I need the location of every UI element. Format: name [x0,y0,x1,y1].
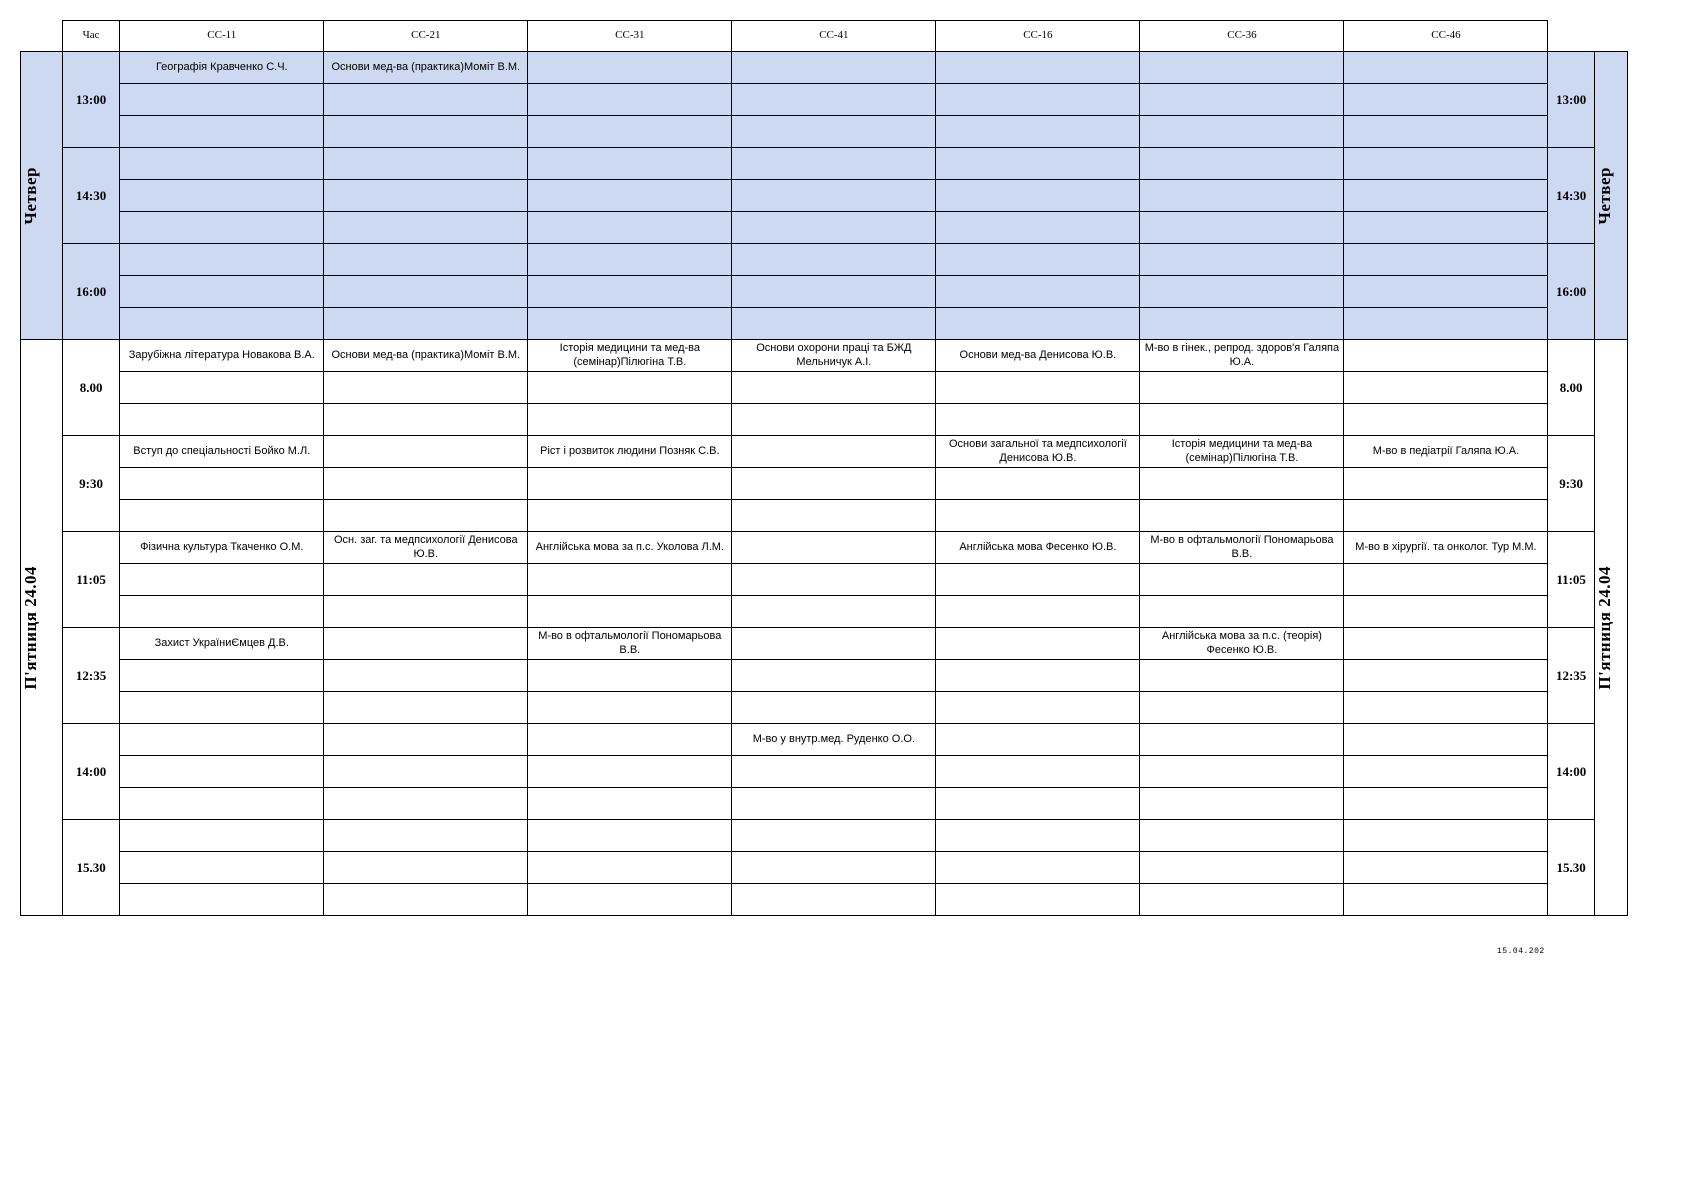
cell-thu-2-5 [1140,244,1344,276]
thursday-row-14-30-c [21,212,1628,244]
header-group-5: СС-36 [1140,21,1344,52]
friday-row-15-30-b [21,852,1628,884]
cell-fri-0-5-b [1140,372,1344,404]
friday-time-12-35-right: 12:35 [1548,628,1594,724]
cell-fri-3-3-c [732,692,936,724]
cell-thu-2-1 [324,244,528,276]
thursday-time-14-30-left: 14:30 [62,148,119,244]
cell-thu-1-6 [1344,148,1548,180]
cell-thu-0-3-c [732,116,936,148]
table-header-row [21,21,1628,52]
cell-fri-0-0-b [120,372,324,404]
cell-thu-0-0: Географія Кравченко С.Ч. [120,52,324,84]
cell-fri-2-2-c [528,596,732,628]
thursday-time-16-00-right: 16:00 [1548,244,1594,340]
day-label-friday-left [21,340,63,916]
friday-time-9-30-left: 9:30 [62,436,119,532]
cell-fri-3-6-b [1344,660,1548,692]
schedule-table [20,20,1628,916]
cell-fri-5-0-b [120,852,324,884]
cell-fri-0-2-c [528,404,732,436]
cell-fri-2-3-b [732,564,936,596]
thursday-row-16-00-b [21,276,1628,308]
cell-fri-3-5-c [1140,692,1344,724]
cell-thu-1-4-b [936,180,1140,212]
cell-fri-3-2: М-во в офтальмології Пономарьова В.В. [528,628,732,660]
friday-row-14-00-a [21,724,1628,756]
cell-thu-2-6 [1344,244,1548,276]
cell-fri-4-6 [1344,724,1548,756]
cell-fri-3-0: Захист УкраїниЄмцев Д.В. [120,628,324,660]
cell-fri-4-3-c [732,788,936,820]
cell-fri-4-3-b [732,756,936,788]
cell-thu-1-1 [324,148,528,180]
cell-thu-0-5-c [1140,116,1344,148]
friday-time-15-30-right: 15.30 [1548,820,1594,916]
cell-thu-1-4-c [936,212,1140,244]
cell-fri-3-6 [1344,628,1548,660]
cell-fri-4-6-c [1344,788,1548,820]
cell-fri-5-3-c [732,884,936,916]
friday-time-11-05-right: 11:05 [1548,532,1594,628]
cell-fri-4-0-c [120,788,324,820]
thursday-row-13-00-a [21,52,1628,84]
cell-thu-2-2-c [528,308,732,340]
cell-thu-2-2 [528,244,732,276]
cell-fri-1-2-c [528,500,732,532]
cell-fri-3-4 [936,628,1140,660]
cell-thu-1-1-c [324,212,528,244]
cell-fri-3-3 [732,628,936,660]
cell-fri-0-4: Основи мед-ва Денисова Ю.В. [936,340,1140,372]
cell-fri-2-4-b [936,564,1140,596]
cell-fri-5-2-b [528,852,732,884]
friday-row-12-35-b [21,660,1628,692]
cell-fri-5-4 [936,820,1140,852]
cell-thu-2-5-c [1140,308,1344,340]
cell-thu-2-3-c [732,308,936,340]
cell-fri-0-1-c [324,404,528,436]
cell-thu-1-2-b [528,180,732,212]
cell-thu-0-4-c [936,116,1140,148]
cell-fri-0-4-c [936,404,1140,436]
friday-row-12-35-c [21,692,1628,724]
day-label-thursday-left-text: Четвер [21,166,40,225]
cell-thu-1-5-b [1140,180,1344,212]
header-group-1: СС-21 [324,21,528,52]
thursday-row-14-30-a [21,148,1628,180]
cell-fri-3-1-b [324,660,528,692]
friday-time-9-30-right: 9:30 [1548,436,1594,532]
cell-fri-2-1-b [324,564,528,596]
cell-fri-5-5-c [1140,884,1344,916]
cell-thu-0-4-b [936,84,1140,116]
friday-time-8-00-right: 8.00 [1548,340,1594,436]
cell-fri-1-5-b [1140,468,1344,500]
cell-thu-1-2 [528,148,732,180]
cell-fri-0-6-b [1344,372,1548,404]
cell-thu-2-2-b [528,276,732,308]
thursday-row-16-00-a [21,244,1628,276]
cell-fri-4-4 [936,724,1140,756]
day-label-thursday-right [1594,52,1627,340]
cell-fri-3-0-c [120,692,324,724]
cell-thu-2-5-b [1140,276,1344,308]
cell-fri-3-6-c [1344,692,1548,724]
cell-fri-4-1-c [324,788,528,820]
cell-fri-3-2-c [528,692,732,724]
cell-thu-2-3 [732,244,936,276]
cell-thu-1-5-c [1140,212,1344,244]
cell-fri-1-3-c [732,500,936,532]
cell-fri-0-4-b [936,372,1140,404]
thursday-time-16-00-left: 16:00 [62,244,119,340]
cell-thu-1-3-c [732,212,936,244]
cell-fri-4-3: М-во у внутр.мед. Руденко О.О. [732,724,936,756]
cell-fri-0-6 [1344,340,1548,372]
cell-thu-2-4 [936,244,1140,276]
cell-fri-3-0-b [120,660,324,692]
cell-thu-2-6-b [1344,276,1548,308]
cell-thu-2-6-c [1344,308,1548,340]
header-group-3: СС-41 [732,21,936,52]
cell-fri-4-2-c [528,788,732,820]
cell-thu-0-0-c [120,116,324,148]
header-spacer-left [21,21,63,52]
cell-fri-5-6 [1344,820,1548,852]
thursday-time-13-00-right: 13:00 [1548,52,1594,148]
cell-fri-5-5 [1140,820,1344,852]
day-label-thursday-right-text: Четвер [1594,166,1614,225]
thursday-row-16-00-c [21,308,1628,340]
cell-thu-1-3-b [732,180,936,212]
cell-fri-3-5: Англійська мова за п.с. (теорія) Фесенко Ю.В. [1140,628,1344,660]
day-label-thursday-left [21,52,63,340]
cell-fri-5-3 [732,820,936,852]
cell-fri-1-6-c [1344,500,1548,532]
friday-time-14-00-right: 14:00 [1548,724,1594,820]
cell-thu-2-4-c [936,308,1140,340]
friday-row-14-00-c [21,788,1628,820]
cell-thu-1-0-c [120,212,324,244]
cell-thu-0-6 [1344,52,1548,84]
cell-fri-5-2-c [528,884,732,916]
friday-row-11-05-c [21,596,1628,628]
cell-thu-2-1-b [324,276,528,308]
cell-fri-5-1 [324,820,528,852]
cell-fri-1-2: Ріст і розвиток людини Позняк С.В. [528,436,732,468]
cell-thu-0-6-b [1344,84,1548,116]
cell-fri-2-5-c [1140,596,1344,628]
cell-thu-1-6-b [1344,180,1548,212]
cell-fri-5-1-c [324,884,528,916]
cell-fri-2-3-c [732,596,936,628]
cell-fri-1-1-c [324,500,528,532]
header-group-2: СС-31 [528,21,732,52]
cell-thu-2-0-b [120,276,324,308]
cell-fri-4-1 [324,724,528,756]
cell-thu-0-5 [1140,52,1344,84]
cell-fri-0-3-b [732,372,936,404]
friday-row-9-30-b [21,468,1628,500]
cell-thu-0-4 [936,52,1140,84]
cell-thu-1-1-b [324,180,528,212]
cell-fri-1-5: Історія медицини та мед-ва (семінар)Пілюгіна Т.В. [1140,436,1344,468]
cell-fri-1-3-b [732,468,936,500]
cell-fri-3-2-b [528,660,732,692]
friday-time-14-00-left: 14:00 [62,724,119,820]
cell-fri-0-0: Зарубіжна література Новакова В.А. [120,340,324,372]
cell-fri-2-5-b [1140,564,1344,596]
cell-fri-3-1 [324,628,528,660]
cell-fri-2-5: М-во в офтальмології Пономарьова В.В. [1140,532,1344,564]
cell-fri-5-4-b [936,852,1140,884]
cell-fri-1-6: М-во в педіатрії Галяпа Ю.А. [1344,436,1548,468]
cell-fri-1-4-b [936,468,1140,500]
cell-fri-5-0 [120,820,324,852]
cell-thu-0-0-b [120,84,324,116]
friday-row-12-35-a [21,628,1628,660]
friday-row-15-30-c [21,884,1628,916]
friday-row-9-30-a [21,436,1628,468]
cell-fri-4-4-c [936,788,1140,820]
header-group-4: СС-16 [936,21,1140,52]
cell-thu-0-1-c [324,116,528,148]
friday-time-12-35-left: 12:35 [62,628,119,724]
header-time-label: Час [62,21,119,52]
cell-thu-2-3-b [732,276,936,308]
cell-fri-5-6-b [1344,852,1548,884]
cell-fri-4-0 [120,724,324,756]
cell-fri-0-5-c [1140,404,1344,436]
cell-thu-2-1-c [324,308,528,340]
header-spacer-right-time [1548,21,1594,52]
cell-fri-5-3-b [732,852,936,884]
cell-fri-1-3 [732,436,936,468]
thursday-time-13-00-left: 13:00 [62,52,119,148]
cell-fri-4-2-b [528,756,732,788]
cell-fri-1-1-b [324,468,528,500]
cell-fri-4-2 [528,724,732,756]
thursday-row-13-00-b [21,84,1628,116]
header-spacer-right [1594,21,1627,52]
cell-thu-1-0 [120,148,324,180]
cell-fri-1-5-c [1140,500,1344,532]
friday-row-11-05-b [21,564,1628,596]
cell-fri-1-0-b [120,468,324,500]
friday-row-8-00-c [21,404,1628,436]
thursday-time-14-30-right: 14:30 [1548,148,1594,244]
cell-fri-4-0-b [120,756,324,788]
cell-fri-4-4-b [936,756,1140,788]
day-label-friday-right [1594,340,1627,916]
cell-fri-2-0-b [120,564,324,596]
cell-fri-0-5: М-во в гінек., репрод. здоров'я Галяпа Ю.А. [1140,340,1344,372]
cell-fri-3-3-b [732,660,936,692]
cell-fri-3-4-b [936,660,1140,692]
cell-fri-2-1-c [324,596,528,628]
cell-fri-3-1-c [324,692,528,724]
cell-fri-4-1-b [324,756,528,788]
cell-fri-4-5 [1140,724,1344,756]
cell-fri-5-6-c [1344,884,1548,916]
cell-thu-2-0 [120,244,324,276]
cell-fri-2-0-c [120,596,324,628]
cell-fri-0-3: Основи охорони праці та БЖД Мельничук А.І. [732,340,936,372]
cell-thu-0-2-b [528,84,732,116]
cell-fri-3-4-c [936,692,1140,724]
cell-fri-5-1-b [324,852,528,884]
cell-thu-1-4 [936,148,1140,180]
friday-row-8-00-b [21,372,1628,404]
cell-thu-1-5 [1140,148,1344,180]
cell-fri-0-0-c [120,404,324,436]
cell-fri-2-6-c [1344,596,1548,628]
cell-fri-0-1-b [324,372,528,404]
thursday-row-13-00-c [21,116,1628,148]
cell-fri-1-0-c [120,500,324,532]
cell-thu-0-1: Основи мед-ва (практика)Моміт В.М. [324,52,528,84]
cell-fri-5-2 [528,820,732,852]
cell-fri-2-4: Англійська мова Фесенко Ю.В. [936,532,1140,564]
friday-row-14-00-b [21,756,1628,788]
friday-row-15-30-a [21,820,1628,852]
cell-fri-1-2-b [528,468,732,500]
cell-fri-0-6-c [1344,404,1548,436]
day-label-friday-right-text: П'ятниця 24.04 [1594,565,1614,690]
cell-thu-0-3 [732,52,936,84]
cell-thu-0-6-c [1344,116,1548,148]
friday-row-9-30-c [21,500,1628,532]
cell-fri-2-6-b [1344,564,1548,596]
cell-thu-2-4-b [936,276,1140,308]
cell-fri-0-2: Історія медицини та мед-ва (семінар)Пілюгіна Т.В. [528,340,732,372]
day-label-friday-left-text: П'ятниця 24.04 [21,565,40,690]
print-date-stamp: 15.04.202 [1497,947,1545,956]
cell-thu-1-6-c [1344,212,1548,244]
friday-row-11-05-a [21,532,1628,564]
cell-fri-0-3-c [732,404,936,436]
cell-fri-4-5-b [1140,756,1344,788]
friday-row-8-00-a [21,340,1628,372]
cell-thu-1-0-b [120,180,324,212]
cell-fri-2-1: Осн. заг. та медпсихології Денисова Ю.В. [324,532,528,564]
header-group-6: СС-46 [1344,21,1548,52]
cell-fri-1-4: Основи загальної та медпсихології Денисова Ю.В. [936,436,1140,468]
cell-fri-5-5-b [1140,852,1344,884]
cell-fri-2-6: М-во в хірургії. та онколог. Тур М.М. [1344,532,1548,564]
friday-time-8-00-left: 8.00 [62,340,119,436]
cell-fri-3-5-b [1140,660,1344,692]
cell-thu-0-2 [528,52,732,84]
cell-fri-2-2-b [528,564,732,596]
cell-thu-0-3-b [732,84,936,116]
cell-fri-1-4-c [936,500,1140,532]
cell-fri-2-0: Фізична культура Ткаченко О.М. [120,532,324,564]
cell-fri-5-0-c [120,884,324,916]
cell-thu-1-2-c [528,212,732,244]
cell-thu-1-3 [732,148,936,180]
cell-thu-2-0-c [120,308,324,340]
cell-fri-2-3 [732,532,936,564]
cell-fri-0-1: Основи мед-ва (практика)Моміт В.М. [324,340,528,372]
cell-fri-4-6-b [1344,756,1548,788]
cell-fri-4-5-c [1140,788,1344,820]
cell-fri-0-2-b [528,372,732,404]
cell-fri-5-4-c [936,884,1140,916]
cell-fri-2-4-c [936,596,1140,628]
friday-time-15-30-left: 15.30 [62,820,119,916]
cell-thu-0-2-c [528,116,732,148]
cell-fri-1-0: Вступ до спеціальності Бойко М.Л. [120,436,324,468]
cell-thu-0-5-b [1140,84,1344,116]
cell-fri-1-1 [324,436,528,468]
thursday-row-14-30-b [21,180,1628,212]
schedule-sheet [20,20,1628,916]
cell-fri-1-6-b [1344,468,1548,500]
header-group-0: СС-11 [120,21,324,52]
friday-time-11-05-left: 11:05 [62,532,119,628]
cell-fri-2-2: Англійська мова за п.с. Уколова Л.М. [528,532,732,564]
cell-thu-0-1-b [324,84,528,116]
